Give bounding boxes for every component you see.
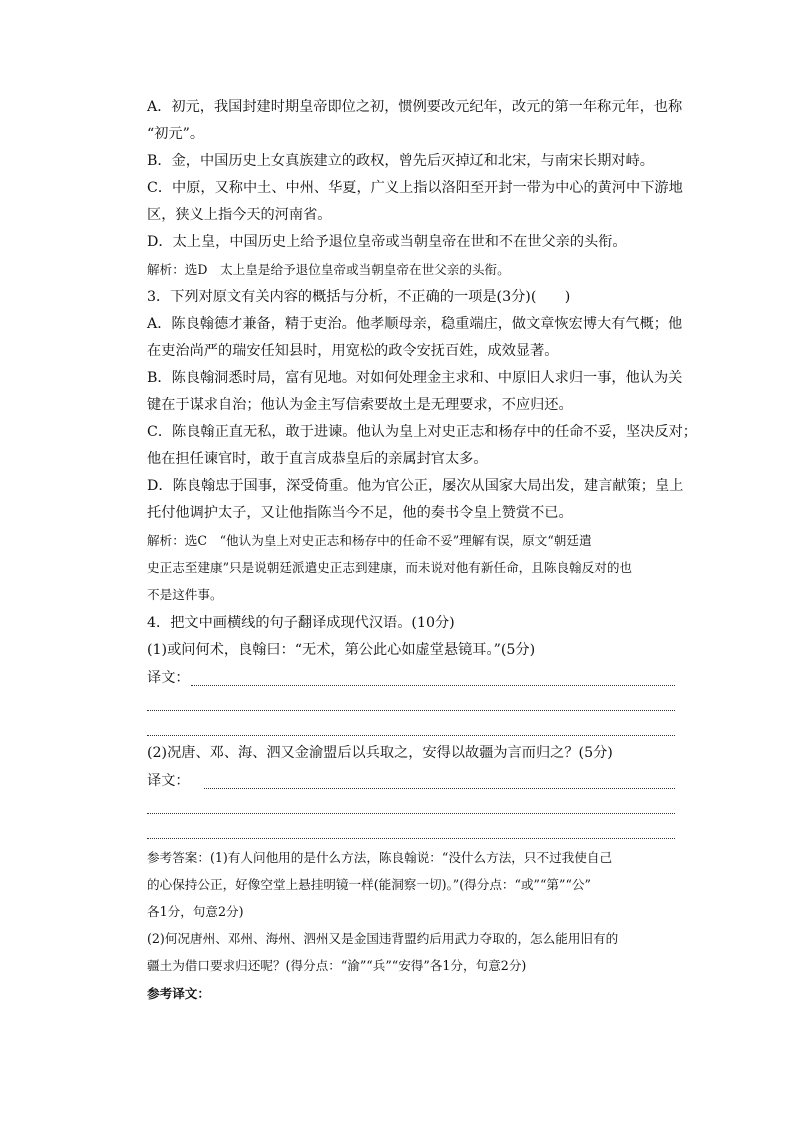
answer-blank-line[interactable] bbox=[147, 735, 675, 736]
q3-option-b-line2: 键在于谋求自治；他认为金主写信索要故土是无理要求，不应归还。 bbox=[147, 397, 573, 413]
q4-answer-line1: 参考答案：(1)有人问他用的是什么方法，陈良翰说：“没什么方法，只不过我使自己 bbox=[147, 850, 613, 865]
q2-analysis: 解析：选D 太上皇是给予退位皇帝或当朝皇帝在世父亲的头衔。 bbox=[147, 262, 510, 277]
q3-stem: 3．下列对原文有关内容的概括与分析，不正确的一项是(3分)( ) bbox=[147, 289, 571, 305]
option-c-line2: 区，狭义上指今天的河南省。 bbox=[147, 207, 332, 223]
q4-answer-line4: (2)何况唐州、邓州、海州、泗州又是金国违背盟约后用武力夺取的，怎么能用旧有的 bbox=[147, 931, 619, 946]
option-a-line1: A．初元，我国封建时期皇帝即位之初，惯例要改元纪年，改元的第一年称元年，也称 bbox=[147, 99, 683, 115]
q3-option-c-line1: C．陈良翰正直无私，敢于进谏。他认为皇上对史正志和杨存中的任命不妥，坚决反对； bbox=[147, 424, 697, 440]
answer-blank-line[interactable] bbox=[204, 788, 675, 789]
translation-label-2: 译文： bbox=[147, 773, 190, 789]
q3-option-b-line1: B．陈良翰洞悉时局，富有见地。对如何处理金主求和、中原旧人求归一事，他认为关 bbox=[147, 370, 683, 386]
q3-analysis-line1: 解析：选C “他认为皇上对史正志和杨存中的任命不妥”理解有误，原文“朝廷遣 bbox=[147, 533, 592, 548]
answer-blank-line[interactable] bbox=[147, 710, 675, 711]
option-c-line1: C．中原，又称中土、中州、华夏，广义上指以洛阳至开封一带为中心的黄河中下游地 bbox=[147, 180, 683, 196]
option-d: D．太上皇，中国历史上给予退位皇帝或当朝皇帝在世和不在世父亲的头衔。 bbox=[147, 234, 627, 250]
q4-sentence2: (2)况唐、邓、海、泗又金渝盟后以兵取之，安得以故疆为言而归之？(5分) bbox=[147, 745, 613, 761]
option-a-line2: “初元”。 bbox=[147, 126, 205, 142]
q4-answer-line2: 的心保持公正，好像空堂上悬挂明镜一样(能洞察一切)。”(得分点：“或”“第”“公” bbox=[147, 877, 591, 892]
q4-stem: 4．把文中画横线的句子翻译成现代汉语。(10分) bbox=[147, 615, 455, 631]
translation-row-1 bbox=[147, 667, 675, 689]
answer-blank-line[interactable] bbox=[191, 685, 675, 686]
q4-answer-line5: 疆土为借口要求归还呢？(得分点：“渝”“兵”“安得”各1分，句意2分) bbox=[147, 958, 527, 973]
q4-answer-line3: 各1分，句意2分) bbox=[147, 904, 244, 919]
answer-blank-line[interactable] bbox=[147, 838, 675, 839]
q3-option-c-line2: 他在担任谏官时，敢于直言成恭皇后的亲属封官太多。 bbox=[147, 451, 488, 467]
q3-analysis-line2: 史正志至建康”只是说朝廷派遣史正志到建康，而未说对他有新任命，且陈良翰反对的也 bbox=[147, 560, 633, 575]
q3-option-d-line2: 托付他调护太子，又让他指陈当今不足，他的奏书令皇上赞赏不已。 bbox=[147, 505, 573, 521]
q3-option-d-line1: D．陈良翰忠于国事，深受倚重。他为官公正，屡次从国家大局出发，建言献策；皇上 bbox=[147, 478, 684, 494]
option-b: B．金，中国历史上女真族建立的政权，曾先后灭掉辽和北宋，与南宋长期对峙。 bbox=[147, 153, 654, 169]
q4-sentence1: (1)或问何术，良翰曰：“无术，第公此心如虚堂悬镜耳。”(5分) bbox=[147, 642, 536, 658]
translation-label-1: 译文： bbox=[147, 670, 190, 686]
q3-option-a-line1: A．陈良翰德才兼备，精于吏治。他孝顺母亲，稳重端庄，做文章恢宏博大有气概；他 bbox=[147, 316, 683, 332]
translation-row-2 bbox=[147, 770, 675, 792]
reference-translation-title: 参考译文： bbox=[147, 986, 210, 1001]
answer-blank-line[interactable] bbox=[147, 813, 675, 814]
q3-option-a-line2: 在吏治尚严的瑞安任知县时，用宽松的政令安抚百姓，成效显著。 bbox=[147, 343, 559, 359]
q3-analysis-line3: 不是这件事。 bbox=[147, 587, 223, 602]
